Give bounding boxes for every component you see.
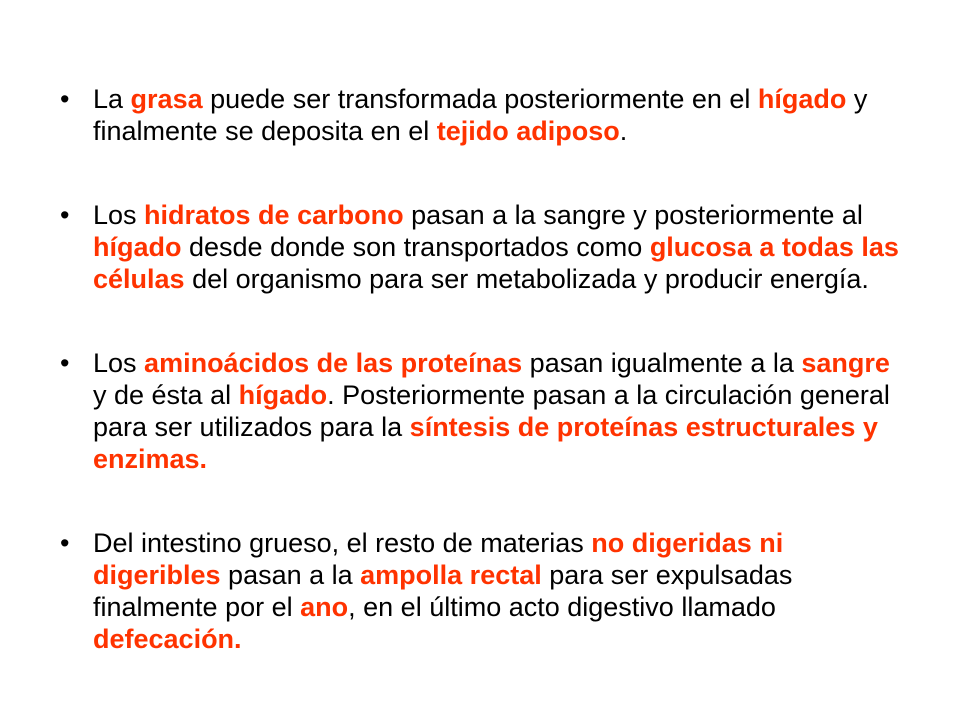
- highlighted-term: hígado: [238, 380, 328, 410]
- highlighted-term: hígado: [757, 84, 847, 114]
- bullet-text-segment: desde donde son transportados como: [181, 232, 650, 262]
- highlighted-term: ampolla rectal: [360, 560, 542, 590]
- bullet-text-segment: La: [93, 84, 131, 114]
- bullet-item: [58, 83, 908, 147]
- bullet-text-segment: del organismo para ser metabolizada y producir energía.: [184, 264, 869, 294]
- bullet-text-segment: Del intestino grueso, el resto de materias: [93, 528, 592, 558]
- bullet-text-segment: , en el último acto digestivo llamado: [348, 592, 776, 622]
- highlighted-term: no digeridas ni digeribles: [93, 528, 784, 590]
- highlighted-term: grasa: [130, 84, 203, 114]
- bullet-dot-icon: •: [60, 200, 70, 230]
- bullet-text-segment: para ser expulsadas finalmente por el: [93, 560, 793, 622]
- bullet-text-segment: Los: [93, 348, 145, 378]
- bullet-dot-icon: •: [60, 348, 70, 378]
- highlighted-term: aminoácidos de las proteínas: [144, 348, 523, 378]
- bullet-text-segment: puede ser transformada posteriormente en el: [202, 84, 758, 114]
- bullet-text-segment: Los: [93, 200, 145, 230]
- bullet-item: [58, 347, 908, 475]
- highlighted-term: síntesis de proteínas estructurales y enzimas.: [93, 412, 878, 474]
- bullet-text-segment: . Posteriormente pasan a la circulación general para ser utilizados para la: [93, 380, 890, 442]
- bullet-item: [58, 527, 908, 655]
- highlighted-term: tejido adiposo: [436, 116, 620, 146]
- bullet-dot-icon: •: [60, 84, 70, 114]
- bullet-text-segment: pasan igualmente a la: [522, 348, 802, 378]
- bullet-text-segment: pasan a la: [220, 560, 361, 590]
- highlighted-term: defecación.: [93, 624, 242, 654]
- bullet-text-segment: pasan a la sangre y posteriormente al: [403, 200, 863, 230]
- highlighted-term: ano: [300, 592, 349, 622]
- highlighted-term: hidratos de carbono: [144, 200, 404, 230]
- bullet-text-segment: y de ésta al: [93, 380, 239, 410]
- bullet-text-segment: y finalmente se deposita en el: [93, 84, 868, 146]
- bullet-list: [58, 83, 908, 655]
- bullet-item: [58, 199, 908, 295]
- highlighted-term: hígado: [93, 232, 182, 262]
- highlighted-term: sangre: [801, 348, 890, 378]
- bullet-dot-icon: •: [60, 528, 70, 558]
- bullet-text-segment: .: [619, 116, 628, 146]
- highlighted-term: glucosa a todas las células: [93, 232, 899, 294]
